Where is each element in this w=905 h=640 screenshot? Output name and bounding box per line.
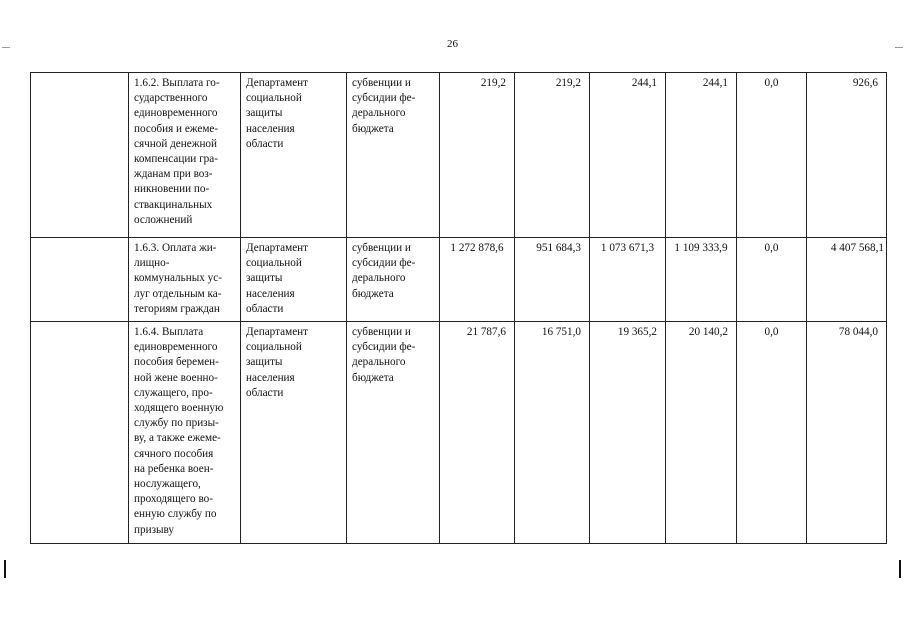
source-cell: субвенции и субсидии фе- дерального бюджета [347,238,440,322]
row-empty-cell [31,238,129,322]
table-row [31,73,887,238]
total-cell: 926,6 [807,73,887,238]
value-cell: 21 787,6 [440,322,515,544]
table-row [31,322,887,544]
value-cell: 1 272 878,6 [440,238,515,322]
item-cell: 1.6.4. Выплата единовременного пособия беремен- ной жене военно- служащего, про- ходящего военную службу по призы- ву, а также ежеме- сячного пособия на ребенка воен- нослужащего, проходящего во- енную службу по призыву [129,322,241,544]
value-cell: 244,1 [666,73,737,238]
total-cell: 78 044,0 [807,322,887,544]
item-cell: 1.6.2. Выплата го- сударственного единовременного пособия и ежеме- сячной денежной компенсации гра- жданам при воз- никновении по- ствакцинальных осложнений [129,73,241,238]
value-cell: 20 140,2 [666,322,737,544]
item-cell: 1.6.3. Оплата жи- лищно- коммунальных ус- луг отдельным ка- тегориям граждан [129,238,241,322]
scan-edge-mark-left [4,560,6,578]
total-cell: 4 407 568,1 [807,238,887,322]
value-cell: 244,1 [590,73,666,238]
value-cell: 951 684,3 [515,238,590,322]
row-empty-cell [31,322,129,544]
value-cell: 0,0 [737,322,807,544]
source-cell: субвенции и субсидии фе- дерального бюджета [347,322,440,544]
row-empty-cell [31,73,129,238]
value-cell: 16 751,0 [515,322,590,544]
department-cell: Департамент социальной защиты населения области [241,322,347,544]
value-cell: 0,0 [737,73,807,238]
value-cell: 1 073 671,3 [590,238,666,322]
table-row [31,238,887,322]
value-cell: 0,0 [737,238,807,322]
source-cell: субвенции и субсидии фе- дерального бюджета [347,73,440,238]
scan-edge-mark-right [899,560,901,578]
value-cell: 219,2 [440,73,515,238]
value-cell: 1 109 333,9 [666,238,737,322]
department-cell: Департамент социальной защиты населения области [241,73,347,238]
department-cell: Департамент социальной защиты населения области [241,238,347,322]
budget-table [30,72,887,544]
value-cell: 219,2 [515,73,590,238]
page-number: 26 [447,38,458,50]
scan-tick-right [895,47,903,48]
scan-tick-left [2,47,10,48]
value-cell: 19 365,2 [590,322,666,544]
